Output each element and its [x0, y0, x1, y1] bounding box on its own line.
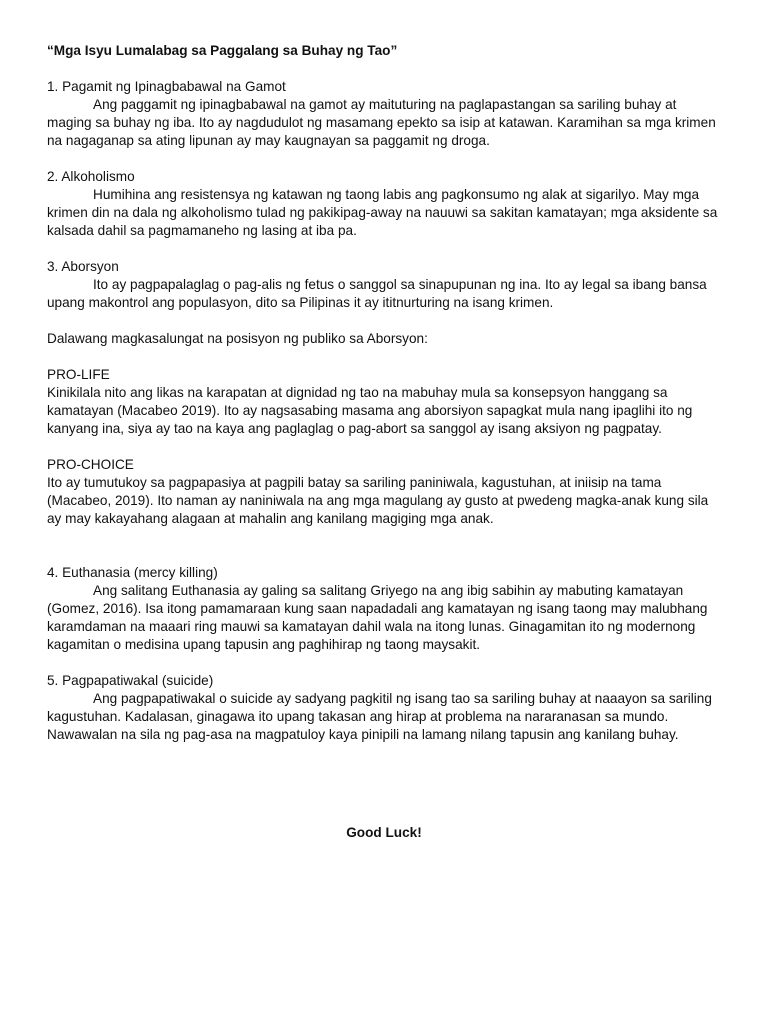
section-heading-suicide: 5. Pagpapatiwakal (suicide) [47, 673, 214, 688]
section-heading-euthanasia: 4. Euthanasia (mercy killing) [47, 565, 218, 580]
closing-text: Good Luck! [346, 824, 422, 840]
prochoice-body: Ito ay tumutukoy sa pagpapasiya at pagpili batay sa sariling paniniwala, kagustuhan, at iniisip na tama (Macabeo, 2019). Ito naman ay naniniwala na ang mga magulang ay gusto at pwedeng magka-anak kung sila ay may kakayahang alagaan at mahalin ang kanilang magiging mga anak. [47, 475, 709, 526]
section-heading-drugs: 1. Pagamit ng Ipinagbabawal na Gamot [47, 79, 286, 94]
section-heading-alcoholism: 2. Alkoholismo [47, 169, 135, 184]
section-heading-abortion: 3. Aborsyon [47, 259, 119, 274]
section-body-suicide: Ang pagpapatiwakal o suicide ay sadyang pagkitil ng isang tao sa sariling buhay at naaayon sa sariling kagustuhan. Kadalasan, ginagawa ito upang takasan ang hirap at problema na nararanasan sa mundo. Nawawalan na sila ng pag-asa na magpatuloy kaya pinipili na lamang nilang tapusin ang kanilang buhay. [47, 691, 712, 742]
prochoice-heading: PRO-CHOICE [47, 457, 134, 472]
prolife-body: Kinikilala nito ang likas na karapatan at dignidad ng tao na mabuhay mula sa konsepsyon hanggang sa kamatayan (Macabeo 2019). Ito ay nagsasabing masama ang aborsiyon sapagkat mula nang ipaglihi ito ng kanyang ina, siya ay tao na kaya ang paglaglag o pag-abort sa sanggol ay isang aksiyon ng pagpatay. [47, 385, 693, 436]
prolife-heading: PRO-LIFE [47, 367, 110, 382]
section-body-alcoholism: Humihina ang resistensya ng katawan ng taong labis ang pagkonsumo ng alak at sigarilyo. May mga krimen din na dala ng alkoholismo tulad ng pakikipag-away na nauuwi sa sakitan kamatayan; mga aksidente sa kalsada dahil sa pagmamaneho ng lasing at iba pa. [47, 187, 718, 238]
document-title: “Mga Isyu Lumalabag sa Paggalang sa Buhay ng Tao” [47, 43, 398, 58]
section-body-abortion: Ito ay pagpapalaglag o pag-alis ng fetus o sanggol sa sinapupunan ng ina. Ito ay legal sa ibang bansa upang makontrol ang populasyon, dito sa Pilipinas it ay ititnurturing na isang krimen. [47, 277, 707, 310]
section-body-drugs: Ang paggamit ng ipinagbabawal na gamot ay maituturing na paglapastangan sa sariling buhay at maging sa buhay ng iba. Ito ay nagdudulot ng masamang epekto sa isip at katawan. Karamihan sa mga krimen na nagaganap sa ating lipunan ay may kaugnayan sa paggamit ng droga. [47, 97, 716, 148]
section-body-euthanasia: Ang salitang Euthanasia ay galing sa salitang Griyego na ang ibig sabihin ay mabuting kamatayan (Gomez, 2016). Isa itong pamamaraan kung saan napadadali ang kamatayan ng isang taong may malubhang karamdaman na maaari ring mauwi sa kamatayan dahil wala na itong lunas. Ginagamitan ito ng modernong kagamitan o medisina upang tapusin ang paghihirap ng taong maysakit. [47, 583, 708, 652]
positions-intro: Dalawang magkasalungat na posisyon ng publiko sa Aborsyon: [47, 331, 428, 346]
